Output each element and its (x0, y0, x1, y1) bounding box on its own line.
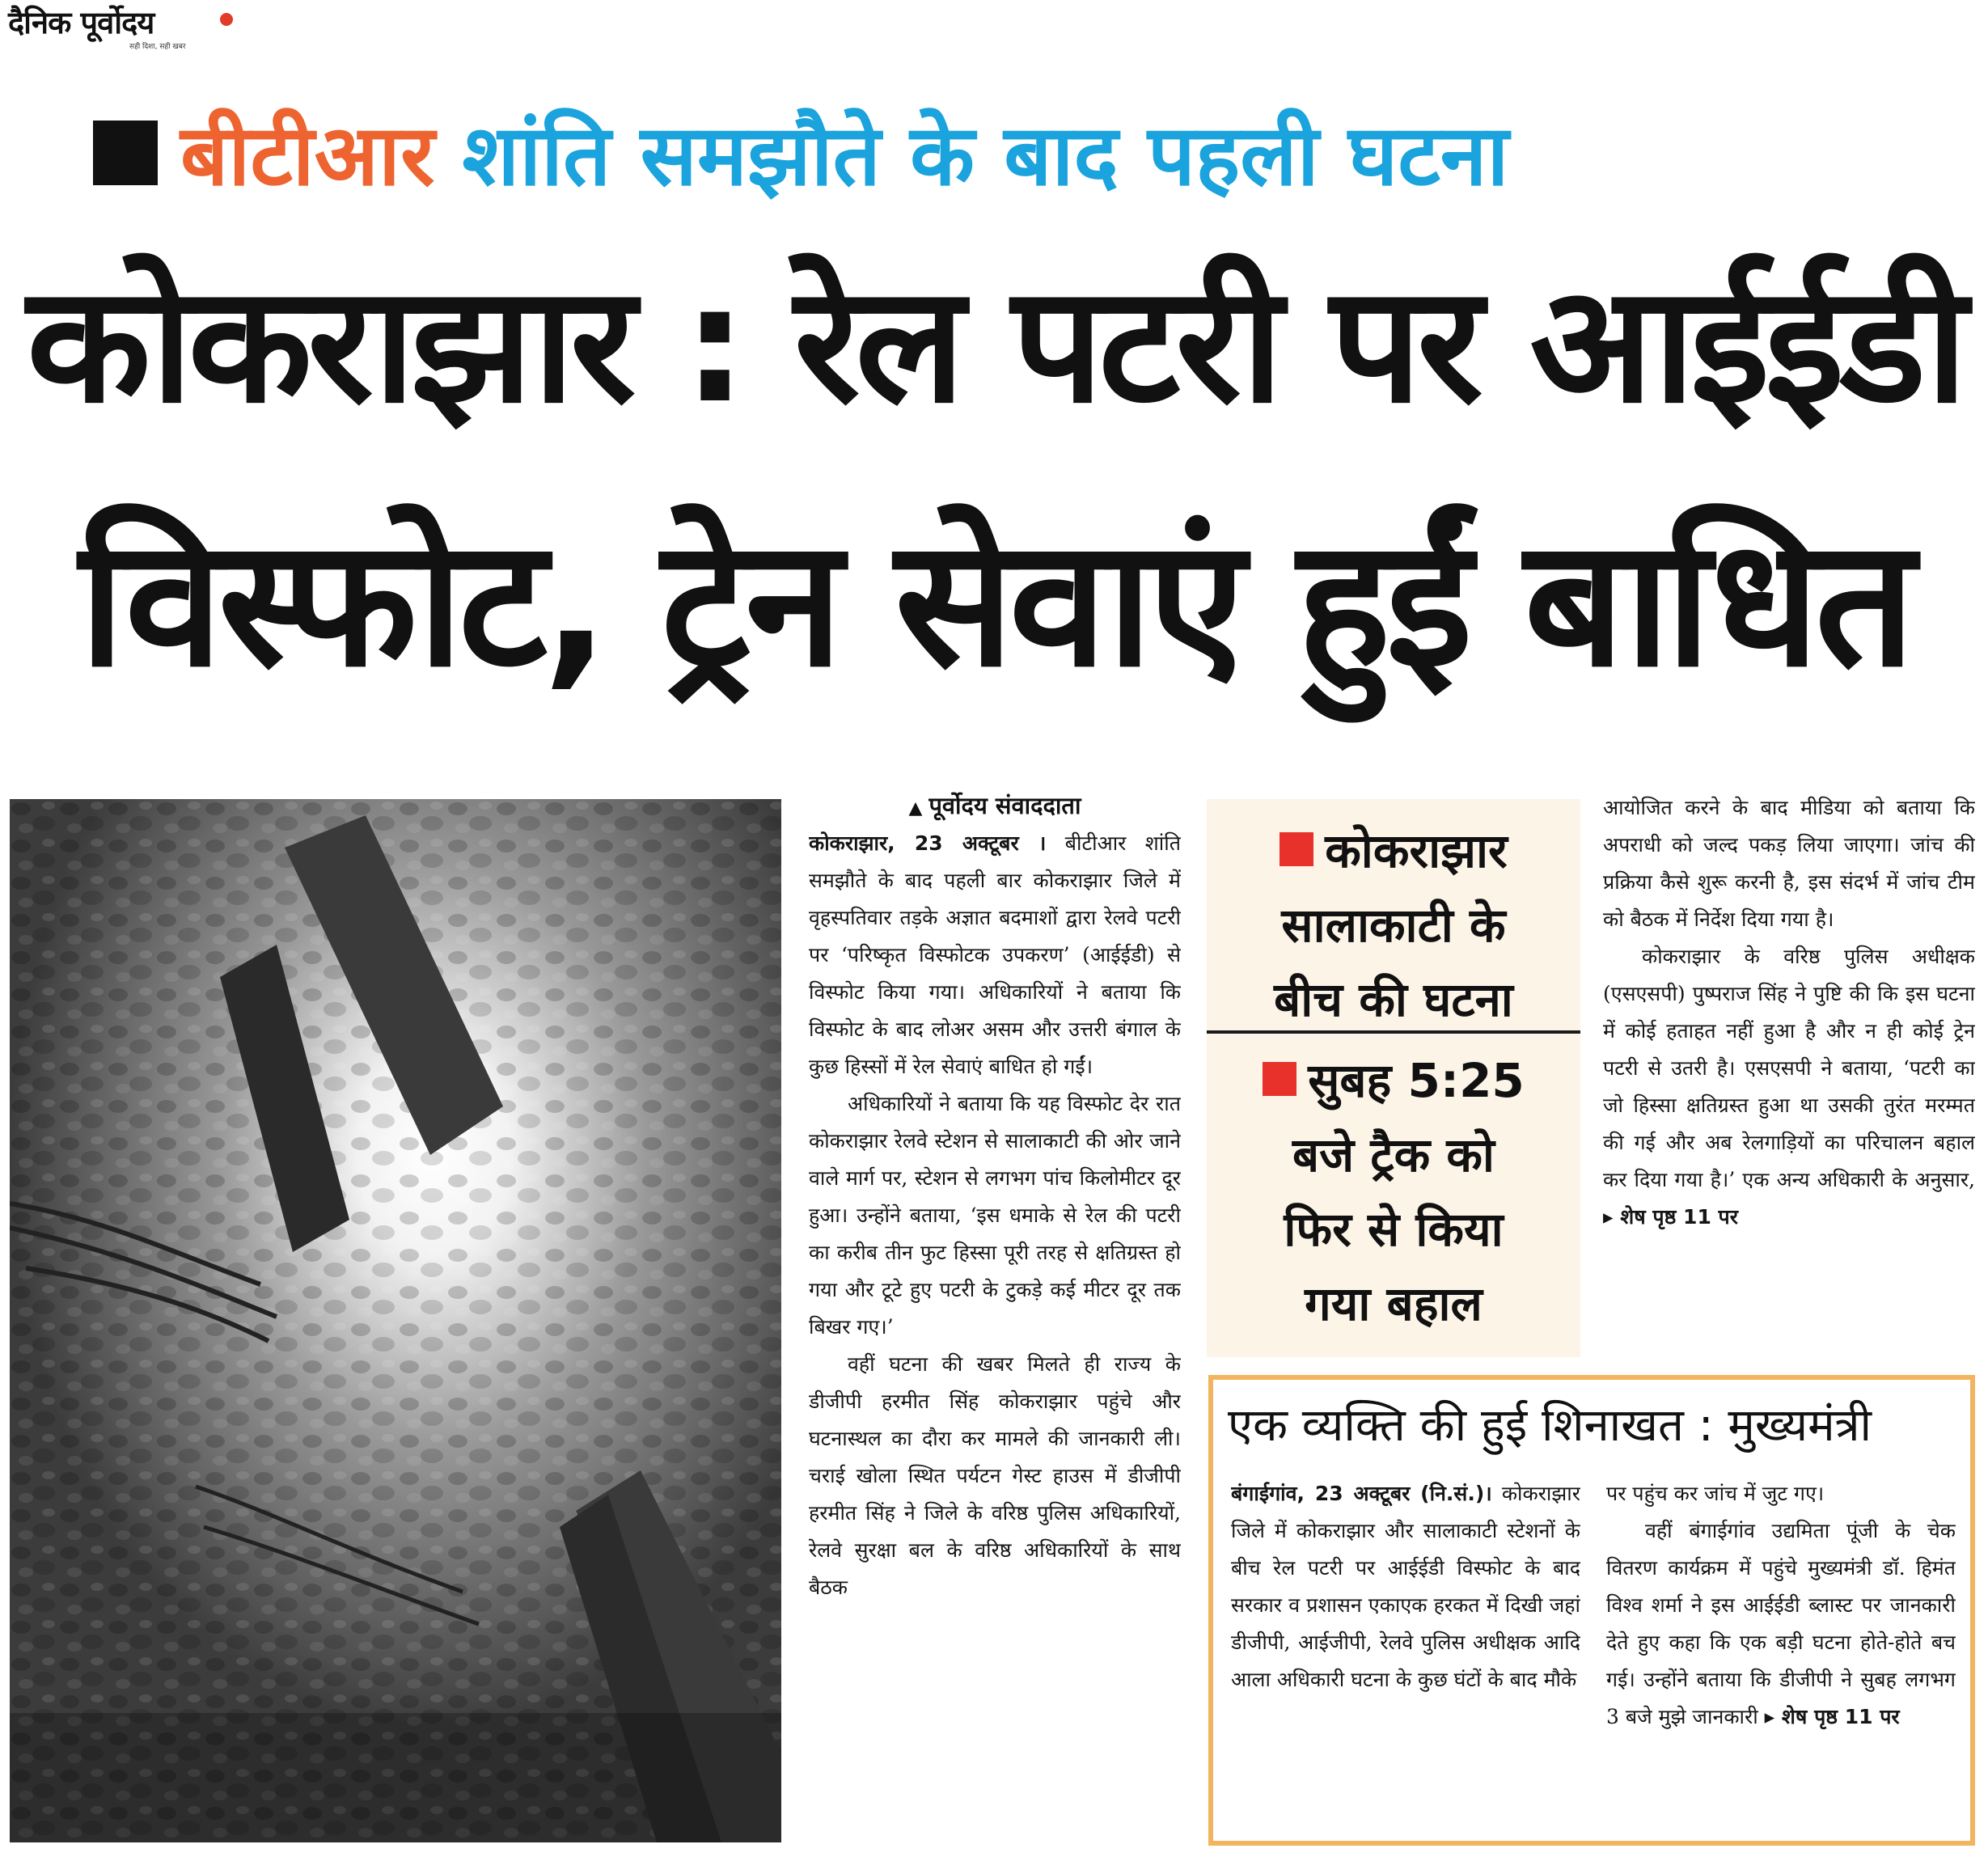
sidebar-paragraph (1231, 1475, 1580, 1698)
highlight-panel (1207, 799, 1580, 1357)
continued-link[interactable]: ▸ शेष पृष्ठ 11 पर (1603, 1205, 1738, 1229)
blast-site-photo (10, 799, 781, 1842)
sidebar-paragraph-1: कोकराझार जिले में कोकराझार और सालाकाटी स्टेशनों के बीच रेल पटरी पर आईईडी विस्फोट के बाद सरकार व प्रशासन एकाएक हरकत में दिखी जहां डीजीपी, आईजीपी, रेलवे पुलिस अधीक्षक आदि आला अधिकारी घटना के कुछ घंटों के बाद मौके (1231, 1482, 1580, 1691)
masthead-logo (8, 5, 235, 57)
sidebar-continued-text: शेष पृष्ठ 11 पर (1781, 1705, 1900, 1728)
highlight-1-text1: कोकराझार (1325, 823, 1508, 878)
highlight-2-line4: गया बहाल (1305, 1276, 1483, 1331)
kicker-part2: शांति समझौते के बाद पहली घटना (462, 106, 1509, 205)
masthead-name: दैनिक पूर्वोदय (8, 5, 154, 40)
highlight-2-text1: सुबह 5:25 (1308, 1053, 1525, 1108)
byline (809, 789, 1181, 821)
masthead-tagline: सही दिशा, सही खबर (129, 43, 186, 51)
red-square-bullet-icon (1280, 832, 1313, 866)
dateline: कोकराझार, 23 अक्टूबर । (809, 831, 1047, 855)
kicker (93, 95, 1977, 205)
sidebar-paragraph-3: वहीं बंगाईगांव उद्यमिता पूंजी के चेक वितरण कार्यक्रम में पहुंचे मुख्यमंत्री डॉ. हिमंत विश्व शर्मा ने इस आईईडी ब्लास्ट पर जानकारी देते हुए कहा कि एक बड़ी घटना होते-होते बच गई। उन्होंने बताया कि डीजीपी ने सुबह लगभग 3 बजे मुझे जानकारी (1606, 1519, 1956, 1728)
article-paragraph-4: आयोजित करने के बाद मीडिया को बताया कि अपराधी को जल्द पकड़ लिया जाएगा। जांच की प्रक्रिया कैसे शुरू करनी है, इस संदर्भ में जांच टीम को बैठक में निर्देश दिया गया है। (1603, 796, 1975, 931)
triangle-bullet-icon: ▲ (908, 798, 923, 819)
highlight-1-line2: सालाकाटी के (1281, 898, 1506, 953)
highlight-2-line3: फिर से किया (1284, 1202, 1504, 1257)
article-paragraph-2: अधिकारियों ने बताया कि यह विस्फोट देर रात कोकराझार रेलवे स्टेशन से सालाकाटी की ओर जाने वाले मार्ग पर, स्टेशन से लगभग पांच किलोमीटर दूर हुआ। उन्होंने बताया, ‘इस धमाके से रेल की पटरी का करीब तीन फुट हिस्सा पूरी तरह से क्षतिग्रस्त हो गया और टूटे हुए पटरी के टुकड़े कई मीटर दूर तक बिखर गए।’ (809, 1092, 1181, 1339)
square-bullet-icon (93, 121, 158, 185)
highlight-1-line1 (1207, 814, 1580, 888)
headline-line2: विस्फोट, ट्रेन सेवाएं हुईं बाधित (78, 501, 1911, 706)
sidebar-paragraph-2: पर पहुंच कर जांच में जुट गए। (1606, 1482, 1825, 1505)
article-paragraph-5 (1603, 938, 1975, 1236)
red-square-bullet-icon (1263, 1062, 1296, 1096)
sidebar-continued-link[interactable]: ▸ शेष पृष्ठ 11 पर (1764, 1705, 1900, 1728)
logo-dot-icon (220, 13, 233, 26)
article-paragraph-5-text: कोकराझार के वरिष्ठ पुलिस अधीक्षक (एसएसपी) पुष्पराज सिंह ने पुष्टि की कि इस घटना में कोई हताहत नहीं हुआ है और न ही कोई ट्रेन पटरी से उतरी है। एसएसपी ने बताया, ‘पटरी का जो हिस्सा क्षतिग्रस्त हुआ था उसकी तुरंत मरम्मत की गई और अब रेलगाड़ियों का परिचालन बहाल कर दिया गया है।’ एक अन्य अधिकारी के अनुसार, (1603, 945, 1975, 1191)
byline-text: पूर्वोदय संवाददाता (928, 792, 1081, 819)
panel-divider (1207, 1030, 1580, 1034)
kicker-part1: बीटीआर (180, 106, 435, 205)
headline-line1: कोकराझार : रेल पटरी पर आईईडी (27, 251, 1963, 439)
article-paragraph-1: बीटीआर शांति समझौते के बाद पहली बार कोकराझार जिले में वृहस्पतिवार तड़के अज्ञात बदमाशों द्वारा रेलवे पटरी पर ‘परिष्कृत विस्फोटक उपकरण’ (आईईडी) से विस्फोट किया गया। अधिकारियों ने बताया कि विस्फोट के बाद लोअर असम और उत्तरी बंगाल के कुछ हिस्सों में रेल सेवाएं बाधित हो गईं। (809, 831, 1181, 1078)
continued-text: शेष पृष्ठ 11 पर (1620, 1205, 1738, 1229)
article-paragraph (809, 825, 1181, 1085)
article-paragraph-3: वहीं घटना की खबर मिलते ही राज्य के डीजीपी हरमीत सिंह कोकराझार पहुंचे और घटनास्थल का दौरा कर मामले की जानकारी ली। चराई खोला स्थित पर्यटन गेस्ट हाउस में डीजीपी हरमीत सिंह ने जिले के वरिष्ठ पुलिस अधिकारियों, रेलवे सुरक्षा बल के वरिष्ठ अधिकारियों के साथ बैठक (809, 1352, 1181, 1599)
highlight-1-line3: बीच की घटना (1274, 972, 1513, 1027)
highlight-2-line2: बजे ट्रैक को (1292, 1127, 1495, 1182)
sidebar-column-2 (1606, 1475, 1956, 1831)
sidebar-column-1 (1231, 1475, 1580, 1831)
highlight-2-line1 (1207, 1043, 1580, 1118)
article-column-1 (809, 825, 1181, 1844)
sidebar-box (1208, 1375, 1975, 1846)
article-column-3 (1603, 789, 1975, 1356)
sidebar-paragraph-3-wrap (1606, 1512, 1956, 1736)
sidebar-dateline: बंगाईगांव, 23 अक्टूबर (नि.सं.)। (1231, 1482, 1492, 1505)
sidebar-title: एक व्यक्ति की हुई शिनाखत : मुख्यमंत्री (1228, 1399, 1872, 1452)
